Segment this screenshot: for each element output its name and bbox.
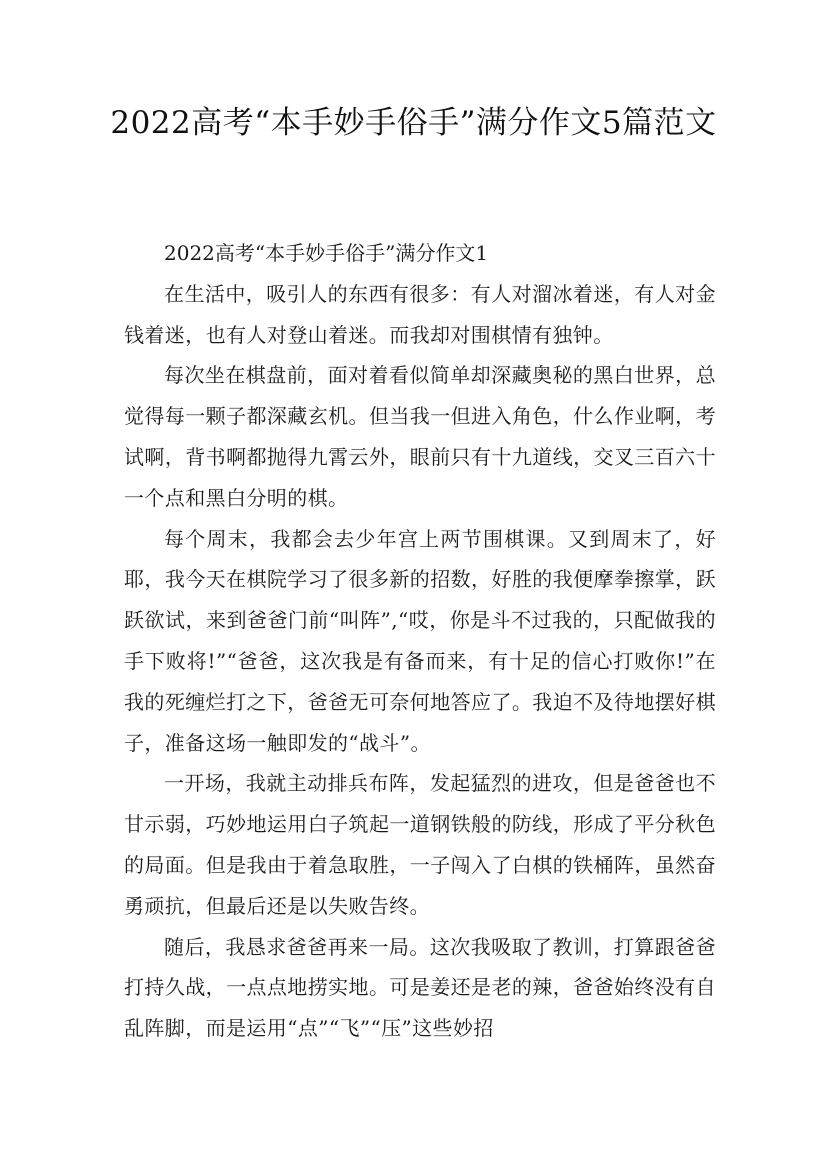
paragraph: 每次坐在棋盘前，面对着看似简单却深藏奥秘的黑白世界，总觉得每一颗子都深藏玄机。但当我一但进入角色，什么作业啊，考试啊，背书啊都抛得九霄云外，眼前只有十九道线，交叉三百六十一个点和黑白分明的棋。 bbox=[124, 363, 716, 510]
paragraph: 每个周末，我都会去少年宫上两节围棋课。又到周末了，好耶，我今天在棋院学习了很多新的招数，好胜的我便摩拳擦掌，跃跃欲试，来到爸爸门前“叫阵”,“哎，你是斗不过我的，只配做我的手下败将!”“爸爸，这次我是有备而来，有十足的信心打败你!”在我的死缠烂打之下，爸爸无可奈何地答应了。我迫不及待地摆好棋子，准备这场一触即发的“战斗”。 bbox=[124, 526, 716, 755]
document-title: 2022高考“本手妙手俗手”满分作文5篇范文 bbox=[110, 105, 717, 141]
paragraph: 一开场，我就主动排兵布阵，发起猛烈的进攻，但是爸爸也不甘示弱，巧妙地运用白子筑起一道钢铁般的防线，形成了平分秋色的局面。但是我由于着急取胜，一子闯入了白棋的铁桶阵，虽然奋勇顽抗，但最后还是以失败告终。 bbox=[124, 771, 716, 918]
paragraph: 在生活中，吸引人的东西有很多：有人对溜冰着迷，有人对金钱着迷，也有人对登山着迷。而我却对围棋情有独钟。 bbox=[124, 281, 716, 347]
paragraph: 随后，我恳求爸爸再来一局。这次我吸取了教训，打算跟爸爸打持久战，一点点地捞实地。可是姜还是老的辣，爸爸始终没有自乱阵脚，而是运用“点”“飞”“压”这些妙招 bbox=[124, 934, 716, 1041]
essay-subtitle: 2022高考“本手妙手俗手”满分作文1 bbox=[164, 241, 489, 265]
document-body bbox=[124, 233, 716, 1049]
